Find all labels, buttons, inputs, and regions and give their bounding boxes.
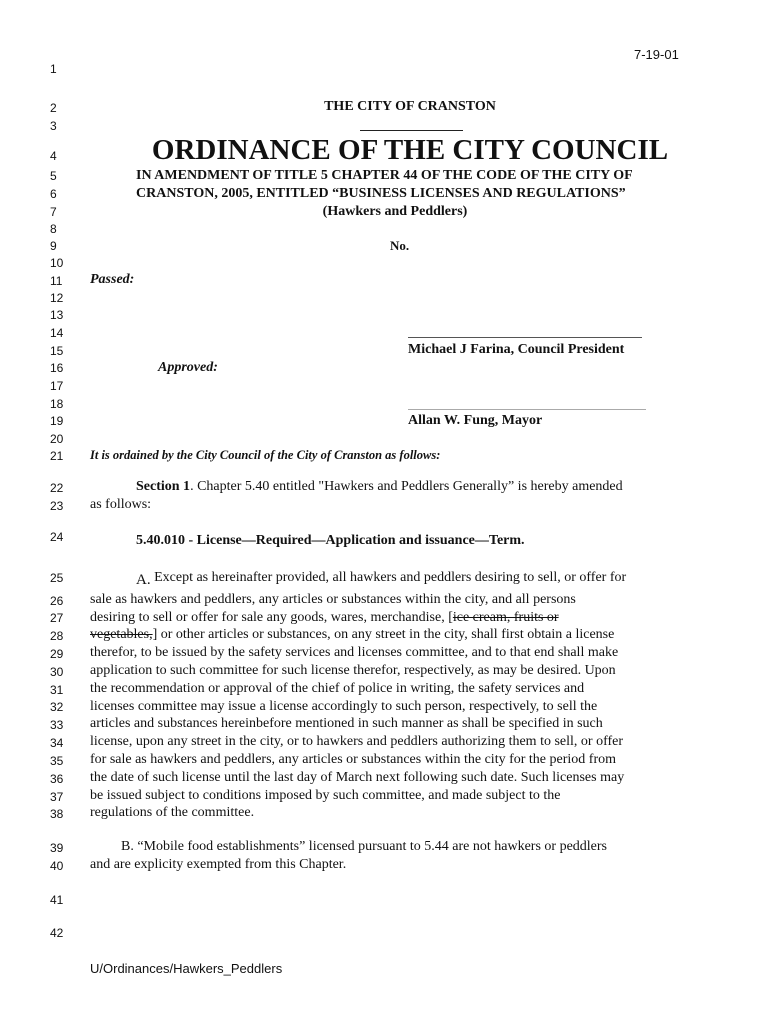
- line-number: 32: [50, 700, 64, 714]
- section-text: . Chapter 5.40 entitled "Hawkers and Peddlers Generally” is hereby amended: [190, 479, 623, 494]
- para-a-line-36: the date of such license until the last day of March next following such date. Such licenses may: [90, 770, 625, 785]
- line-number: 1: [50, 62, 57, 76]
- title-divider: [360, 130, 463, 131]
- subtitle-line-2: CRANSTON, 2005, ENTITLED “BUSINESS LICENSES AND REGULATIONS”: [136, 186, 626, 201]
- ordinance-title: ORDINANCE OF THE CITY COUNCIL: [151, 134, 669, 166]
- para-a-line-31: the recommendation or approval of the chief of police in writing, the safety services and: [90, 681, 585, 696]
- line-number: 12: [50, 291, 64, 305]
- line-number: 25: [50, 571, 64, 585]
- line-number: 39: [50, 841, 64, 855]
- line-number: 34: [50, 736, 64, 750]
- line-number: 17: [50, 379, 64, 393]
- struck-text: vegetables,: [90, 627, 153, 642]
- line-number: 36: [50, 772, 64, 786]
- subtitle-line-3: (Hawkers and Peddlers): [322, 204, 468, 219]
- passed-label: Passed:: [90, 272, 135, 287]
- section-1-line-2: as follows:: [90, 497, 152, 512]
- line-number: 30: [50, 665, 64, 679]
- line-number: 22: [50, 481, 64, 495]
- line-number: 9: [50, 239, 57, 253]
- line-number: 41: [50, 893, 64, 907]
- line-number: 37: [50, 790, 64, 804]
- line-number: 26: [50, 594, 64, 608]
- para-a-line-30: application to such committee for such license therefor, respectively, as may be desired. Upon: [90, 663, 616, 678]
- para-a-line-28: [90, 627, 614, 643]
- para-a-line-27: [90, 610, 559, 626]
- para-a-line-27-text: desiring to sell or offer for sale any goods, wares, merchandise, [: [90, 610, 453, 625]
- line-number: 18: [50, 397, 64, 411]
- line-number: 33: [50, 718, 64, 732]
- line-number: 14: [50, 326, 64, 340]
- para-a-line-25: [136, 569, 626, 586]
- line-number: 35: [50, 754, 64, 768]
- line-number: 24: [50, 530, 64, 544]
- line-number: 16: [50, 361, 64, 375]
- line-number: 4: [50, 149, 57, 163]
- president-signature-line: [408, 337, 642, 338]
- line-number: 8: [50, 222, 57, 236]
- para-b-line-39: B. “Mobile food establishments” licensed pursuant to 5.44 are not hawkers or peddlers: [121, 839, 607, 854]
- president-signature-name: Michael J Farina, Council President: [408, 342, 625, 357]
- para-a-line-26: sale as hawkers and peddlers, any articles or substances within the city, and all persons: [90, 592, 576, 607]
- para-a-line-38: regulations of the committee.: [90, 805, 255, 820]
- para-a-line-35: for sale as hawkers and peddlers, any articles or substances within the city for the period from: [90, 752, 616, 767]
- line-number: 2: [50, 101, 57, 115]
- line-number: 28: [50, 629, 64, 643]
- para-a-line-33: articles and substances hereinbefore mentioned in such manner as shall be specified in such: [90, 716, 603, 731]
- para-a-line-29: therefor, to be issued by the safety services and licenses committee, and to that end shall make: [90, 645, 619, 660]
- mayor-signature-name: Allan W. Fung, Mayor: [408, 413, 543, 428]
- para-a-line-34: license, upon any street in the city, or to hawkers and peddlers authorizing them to sell, or offer: [90, 734, 624, 749]
- para-a-line-37: be issued subject to conditions imposed by such committee, and made subject to the: [90, 788, 561, 803]
- para-b-line-40: and are explicity exempted from this Chapter.: [90, 857, 347, 872]
- line-number: 19: [50, 414, 64, 428]
- line-number: 15: [50, 344, 64, 358]
- city-heading: THE CITY OF CRANSTON: [324, 99, 496, 114]
- mayor-signature-line: [408, 409, 646, 410]
- line-number: 29: [50, 647, 64, 661]
- line-number: 40: [50, 859, 64, 873]
- line-number: 21: [50, 449, 64, 463]
- line-number: 6: [50, 187, 57, 201]
- line-number: 42: [50, 926, 64, 940]
- line-number: 23: [50, 499, 64, 513]
- footer-file-path: U/Ordinances/Hawkers_Peddlers: [90, 961, 283, 976]
- line-number: 38: [50, 807, 64, 821]
- line-number: 13: [50, 308, 64, 322]
- line-number: 3: [50, 119, 57, 133]
- struck-text: ice cream, fruits or: [452, 610, 559, 625]
- section-label: Section 1: [136, 479, 191, 494]
- line-number: 10: [50, 256, 64, 270]
- line-number: 11: [50, 274, 63, 288]
- line-number: 27: [50, 611, 64, 625]
- approved-label: Approved:: [158, 360, 218, 375]
- line-number: 5: [50, 169, 57, 183]
- section-1-line-1: [136, 479, 623, 495]
- para-a-line-28-text: ] or other articles or substances, on any street in the city, shall first obtain a license: [152, 627, 615, 642]
- para-a-marker: A.: [136, 572, 151, 588]
- line-number: 7: [50, 205, 57, 219]
- ordained-statement: It is ordained by the City Council of the City of Cranston as follows:: [90, 448, 441, 462]
- line-number: 20: [50, 432, 64, 446]
- para-a-text: Except as hereinafter provided, all hawkers and peddlers desiring to sell, or offer for: [150, 570, 627, 585]
- document-date: 7-19-01: [634, 47, 679, 62]
- subtitle-line-1: IN AMENDMENT OF TITLE 5 CHAPTER 44 OF THE CODE OF THE CITY OF: [136, 168, 633, 183]
- subsection-heading: 5.40.010 - License—Required—Application and issuance—Term.: [136, 533, 525, 548]
- line-number: 31: [50, 683, 64, 697]
- para-a-line-32: licenses committee may issue a license accordingly to such person, respectively, to sell the: [90, 699, 598, 714]
- ordinance-number-label: No.: [390, 238, 410, 253]
